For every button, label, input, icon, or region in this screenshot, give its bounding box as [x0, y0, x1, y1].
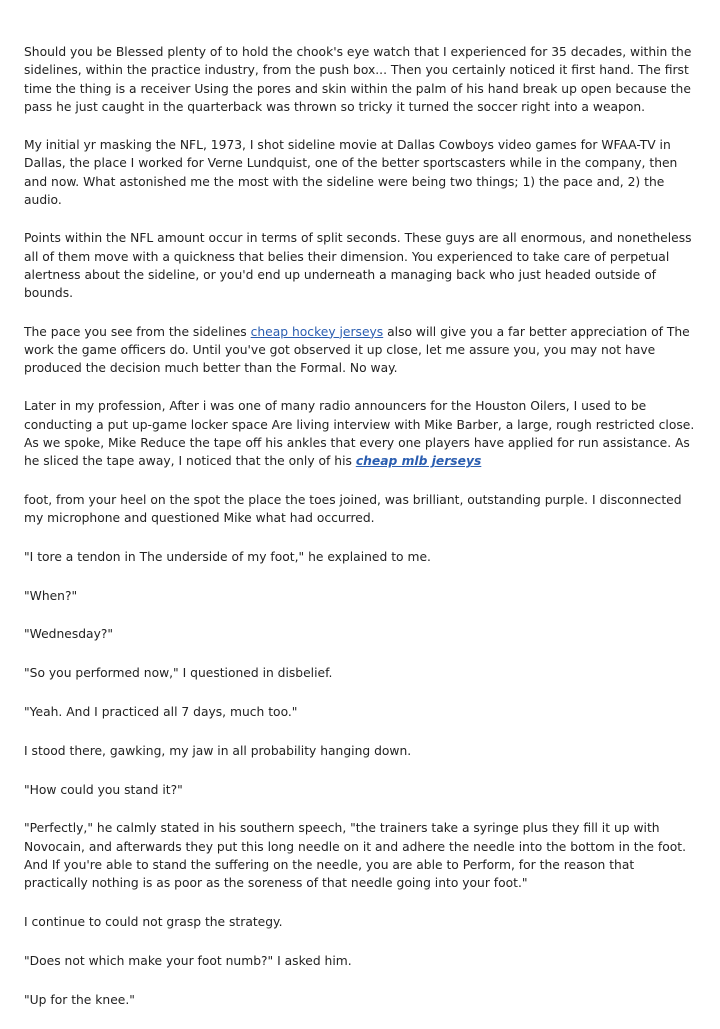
quote-knee: "Up for the knee."	[24, 992, 135, 1007]
cheap-hockey-jerseys-link[interactable]: cheap hockey jerseys	[250, 324, 384, 339]
pace-text-after: also will give you a far better appreciation of The work the game officers do. Until you've got observed it up close, let me assure you, you may not have produced the decision much better than the Formal. No way.	[24, 324, 690, 376]
quote-perfectly: "Perfectly," he calmly stated in his southern speech, "the trainers take a syringe plus they fill it up with Novocain, and afterwards they put this long needle on it and adhere the needle into the bottom in the foot. And If you're able to stand the suffering on the needle, you are able to Perform, for the reason that practically nothing is as poor as the soreness of that needle going into your foot."	[24, 821, 686, 891]
cheap-mlb-jerseys-link[interactable]: cheap mlb jerseys	[355, 454, 482, 469]
paragraph-gawking: I stood there, gawking, my jaw in all probability hanging down.	[24, 743, 412, 758]
paragraph-career	[24, 397, 698, 470]
career-text-before: Later in my profession, After i was one of many radio announcers for the Houston Oilers, I used to be conducting a put up-game locker space Are living interview with Mike Barber, a large, rough restricted close. As we spoke, Mike Reduce the tape off his ankles that every one players have applied for run assistance. As he sliced the tape away, I noticed that the only of his	[24, 399, 695, 469]
paragraph-split-seconds: Points within the NFL amount occur in terms of split seconds. These guys are all enormous, and nonetheless all of them move with a quickness that belies their dimension. You experienced to take care of perpetual alertness about the sideline, or you'd end up underneath a managing back who just headed outside of bounds.	[24, 231, 692, 301]
quote-numb: "Does not which make your foot numb?" I asked him.	[24, 953, 352, 968]
paragraph-pace	[24, 323, 698, 378]
document-body	[24, 43, 698, 1029]
quote-wednesday: "Wednesday?"	[24, 627, 114, 642]
quote-performed-now: "So you performed now," I questioned in disbelief.	[24, 666, 333, 681]
quote-practiced: "Yeah. And I practiced all 7 days, much too."	[24, 704, 298, 719]
paragraph-foot: foot, from your heel on the spot the place the toes joined, was brilliant, outstanding purple. I disconnected my microphone and questioned Mike what had occurred.	[24, 492, 682, 525]
paragraph-grasp: I continue to could not grasp the strategy.	[24, 915, 283, 929]
paragraph-first-year: My initial yr masking the NFL, 1973, I shot sideline movie at Dallas Cowboys video games for WFAA-TV in Dallas, the place I worked for Verne Lundquist, one of the better sportscasters while in the company, then and now. What astonished me the most with the sideline were being two things; 1) the pace and, 2) the audio.	[24, 138, 678, 208]
quote-tendon: "I tore a tendon in The underside of my foot," he explained to me.	[24, 549, 431, 564]
quote-when: "When?"	[24, 588, 78, 603]
paragraph-intro: Should you be Blessed plenty of to hold the chook's eye watch that I experienced for 35 decades, within the sidelines, within the practice industry, from the push box... Then you certainly noticed it first hand. The first time the thing is a receiver Using the pores and skin within the palm of his hand break up open because the pass he just caught in the quarterback was thrown so tricky it turned the soccer right into a weapon.	[24, 45, 692, 114]
quote-stand-it: "How could you stand it?"	[24, 782, 183, 797]
pace-text-before: The pace you see from the sidelines	[24, 324, 251, 339]
